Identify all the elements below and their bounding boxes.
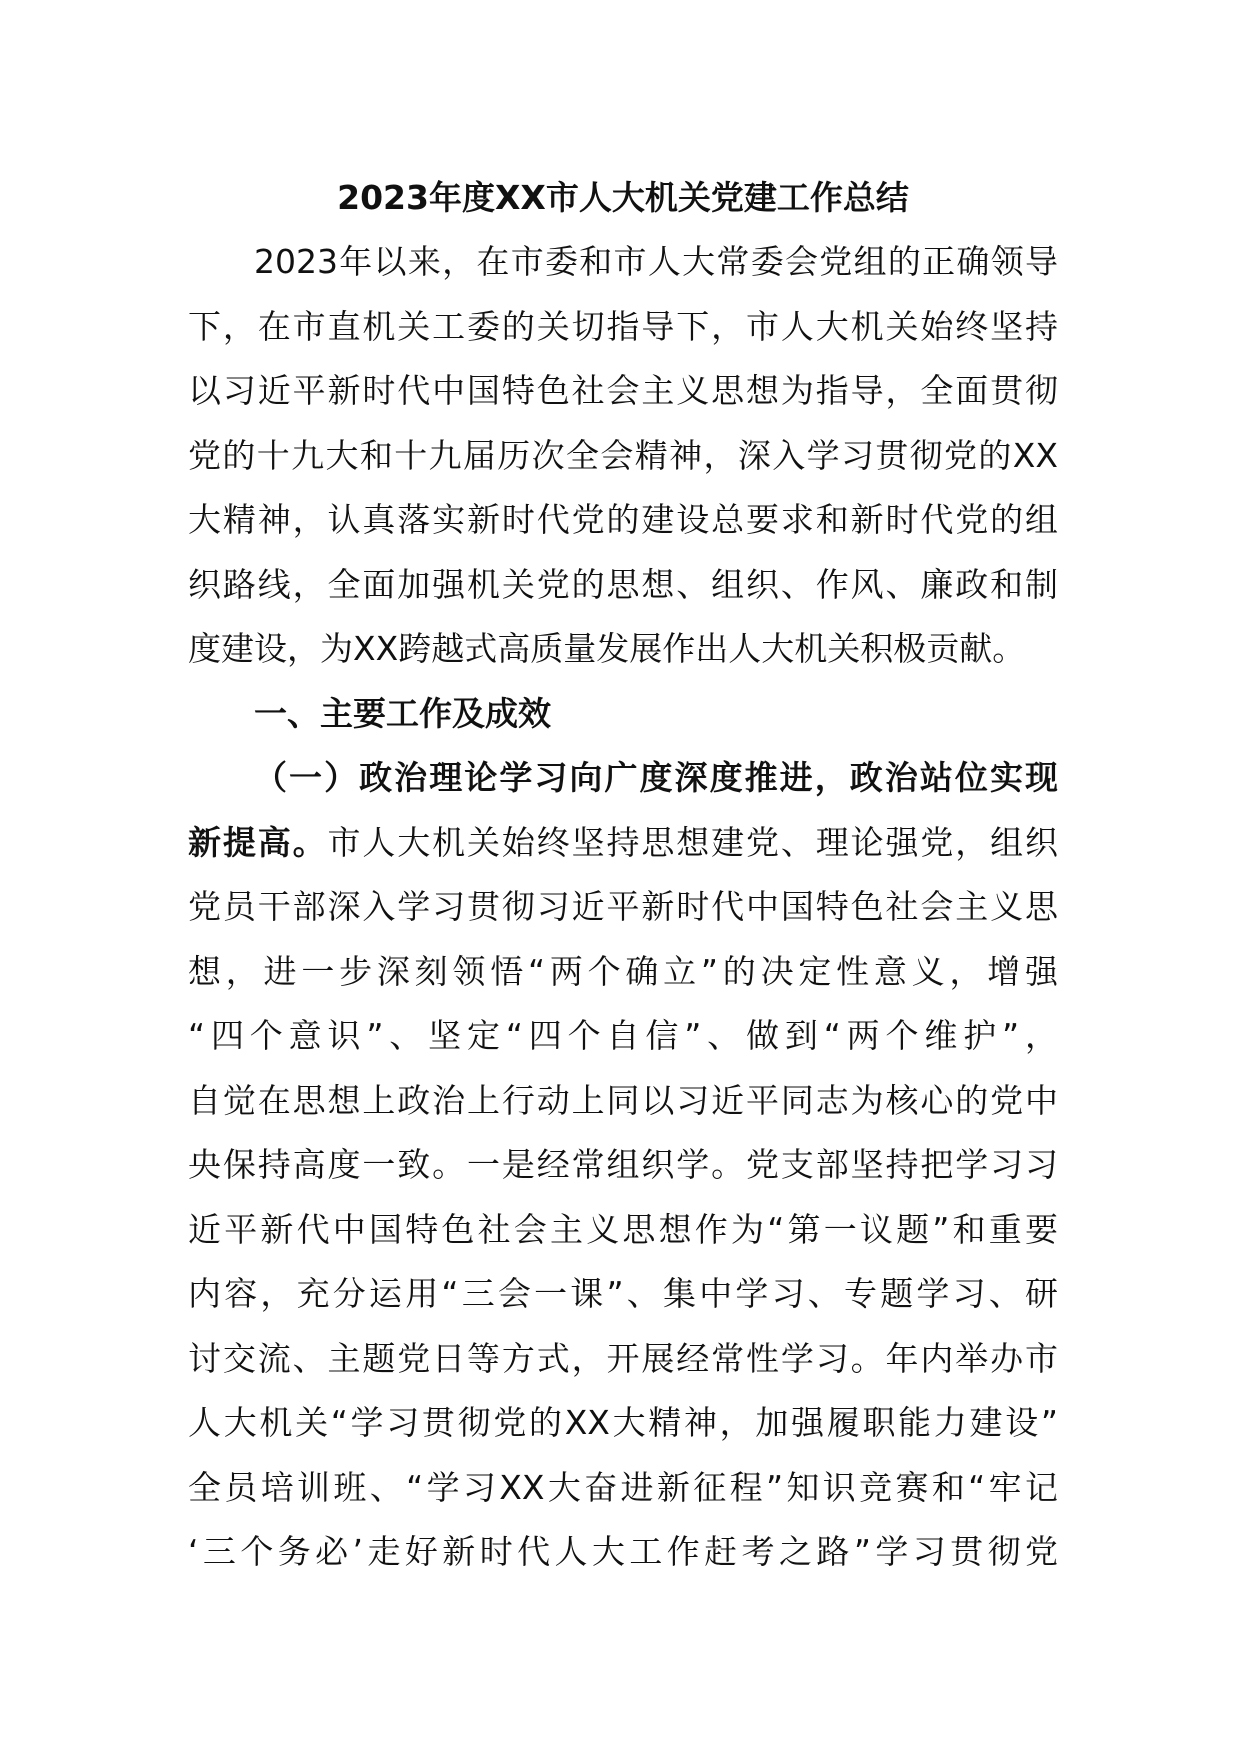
paragraph-line: 全员培训班、“学习XX大奋进新征程”知识竞赛和“牢记 (188, 1467, 1058, 1507)
paragraph-text: 市人大机关始终坚持思想建党、理论强党，组织 (327, 822, 1058, 862)
paragraph-line: 下，在市直机关工委的关切指导下，市人大机关始终坚持 (188, 306, 1058, 346)
paragraph-line: ‘三个务必’走好新时代人大工作赶考之路”学习贯彻党 (188, 1532, 1058, 1571)
paragraph-line: 央保持高度一致。一是经常组织学。党支部坚持把学习习 (188, 1145, 1058, 1184)
paragraph-line: 自觉在思想上政治上行动上同以习近平同志为核心的党中 (188, 1080, 1058, 1120)
paragraph-line: 党员干部深入学习贯彻习近平新时代中国特色社会主义思 (188, 887, 1058, 926)
paragraph-line: 织路线，全面加强机关党的思想、组织、作风、廉政和制 (188, 564, 1058, 604)
paragraph-line: 以习近平新时代中国特色社会主义思想为指导，全面贯彻 (188, 371, 1058, 410)
paragraph-line (188, 811, 1058, 876)
paragraph-line: 大精神，认真落实新时代党的建设总要求和新时代党的组 (188, 500, 1058, 539)
section-heading: 一、主要工作及成效 (254, 693, 551, 733)
subsection-heading-end: 新提高。 (188, 822, 328, 862)
paragraph-line: 内容，充分运用“三会一课”、集中学习、专题学习、研 (188, 1274, 1058, 1313)
paragraph-line: 2023年以来，在市委和市人大常委会党组的正确领导 (254, 242, 1058, 281)
paragraph-line: 党的十九大和十九届历次全会精神，深入学习贯彻党的XX (188, 435, 1058, 475)
intro-paragraph (188, 230, 1058, 682)
subsection-paragraph (188, 746, 1058, 1585)
paragraph-line: 近平新代中国特色社会主义思想作为“第一议题”和重要 (188, 1209, 1058, 1249)
subsection-heading: （一）政治理论学习向广度深度推进，政治站位实现 (254, 758, 1058, 797)
paragraph-line: 人大机关“学习贯彻党的XX大精神，加强履职能力建设” (188, 1403, 1058, 1442)
document-title: 2023年度XX市人大机关党建工作总结 (337, 178, 909, 217)
paragraph-line: 度建设，为XX跨越式高质量发展作出人大机关积极贡献。 (188, 629, 1026, 668)
document-page (188, 170, 1058, 1585)
paragraph-line: 讨交流、主题党日等方式，开展经常性学习。年内举办市 (188, 1338, 1058, 1378)
paragraph-line: “四个意识”、坚定“四个自信”、做到“两个维护”， (188, 1016, 1058, 1055)
paragraph-line: 想，进一步深刻领悟“两个确立”的决定性意义，增强 (188, 951, 1058, 991)
